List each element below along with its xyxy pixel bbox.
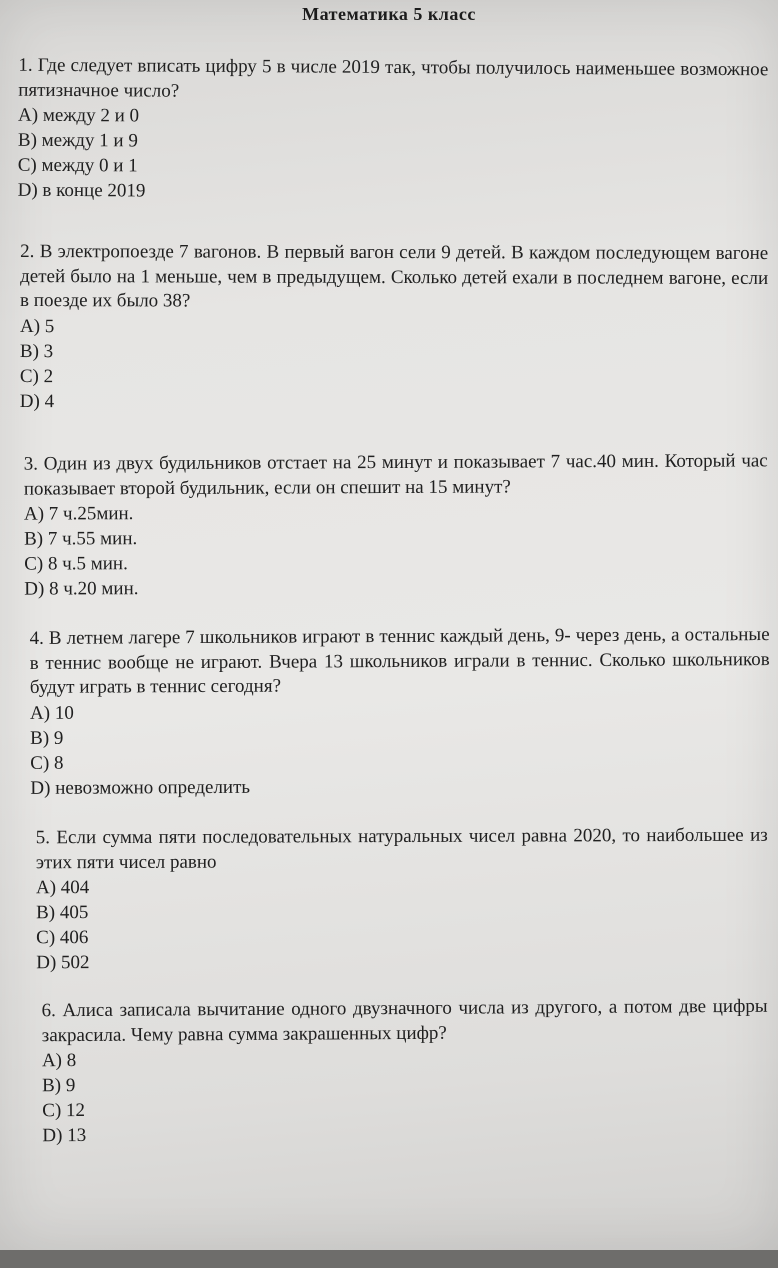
page-title: Математика 5 класс bbox=[302, 4, 476, 24]
question-2 bbox=[20, 240, 768, 415]
page-bottom-edge bbox=[0, 1250, 778, 1268]
option-d: D) 13 bbox=[42, 1124, 87, 1147]
option-d: D) в конце 2019 bbox=[17, 179, 146, 202]
option-b: B) между 1 и 9 bbox=[17, 129, 138, 152]
question-5 bbox=[36, 824, 769, 976]
question-text: 2. В электропоезде 7 вагонов. В первый вагон сели 9 детей. В каждом последующем вагоне детей было на 1 меньше, чем в предыдущем. Сколько детей ехали в последнем вагоне, если в поезде их было 38? bbox=[20, 241, 769, 312]
option-c: C) 406 bbox=[36, 927, 89, 949]
option-d: D) невозможно определить bbox=[30, 776, 251, 799]
option-a: A) 8 bbox=[41, 1050, 77, 1072]
answer-options bbox=[18, 103, 769, 208]
option-a: A) 5 bbox=[19, 315, 55, 337]
option-b: B) 405 bbox=[36, 902, 89, 924]
question-text: 3. Один из двух будильников отстает на 25 минут и показывает 7 час.40 мин. Который час показывает второй будильник, если он спешит на 15 минут? bbox=[23, 450, 768, 500]
question-text: 1. Где следует вписать цифру 5 в числе 2019 так, чтобы получилось наименьшее возможное пятизначное число? bbox=[18, 54, 769, 102]
option-b: B) 9 bbox=[30, 727, 64, 749]
option-b: B) 9 bbox=[42, 1075, 76, 1097]
answer-options bbox=[36, 873, 768, 976]
question-text: 5. Если сумма пяти последовательных натуральных чисел равна 2020, то наибольшее из этих пяти чисел равно bbox=[35, 824, 768, 873]
answer-options bbox=[24, 498, 768, 601]
question-1 bbox=[18, 54, 769, 208]
option-c: C) между 0 и 1 bbox=[17, 154, 138, 177]
option-a: A) 10 bbox=[29, 702, 74, 724]
option-c: C) 8 bbox=[30, 752, 64, 774]
answer-options bbox=[30, 697, 771, 801]
option-a: A) 7 ч.25мин. bbox=[23, 503, 134, 525]
question-text: 6. Алиса записала вычитание одного двузначного числа из другого, а потом две цифры закрасила. Чему равна сумма закрашенных цифр? bbox=[41, 995, 768, 1046]
option-d: D) 502 bbox=[36, 952, 90, 974]
question-3 bbox=[24, 449, 769, 601]
option-d: D) 4 bbox=[19, 390, 55, 412]
option-b: B) 7 ч.55 мин. bbox=[24, 528, 138, 550]
answer-options bbox=[42, 1044, 769, 1148]
option-c: C) 2 bbox=[19, 365, 54, 387]
option-c: C) 12 bbox=[42, 1099, 86, 1122]
question-6 bbox=[42, 995, 769, 1148]
option-c: C) 8 ч.5 мин. bbox=[24, 553, 128, 575]
question-text: 4. В летнем лагере 7 школьников играют в теннис каждый день, 9- через день, а остальные в теннис вообще не играют. Вчера 13 школьников играли в теннис. Сколько школьников будут играть в теннис сегодня? bbox=[29, 624, 770, 698]
answer-options bbox=[20, 314, 768, 416]
question-4 bbox=[30, 623, 771, 800]
option-a: A) между 2 и 0 bbox=[18, 104, 140, 127]
option-d: D) 8 ч.20 мин. bbox=[24, 578, 139, 600]
option-a: A) 404 bbox=[35, 877, 90, 899]
option-b: B) 3 bbox=[19, 340, 54, 362]
